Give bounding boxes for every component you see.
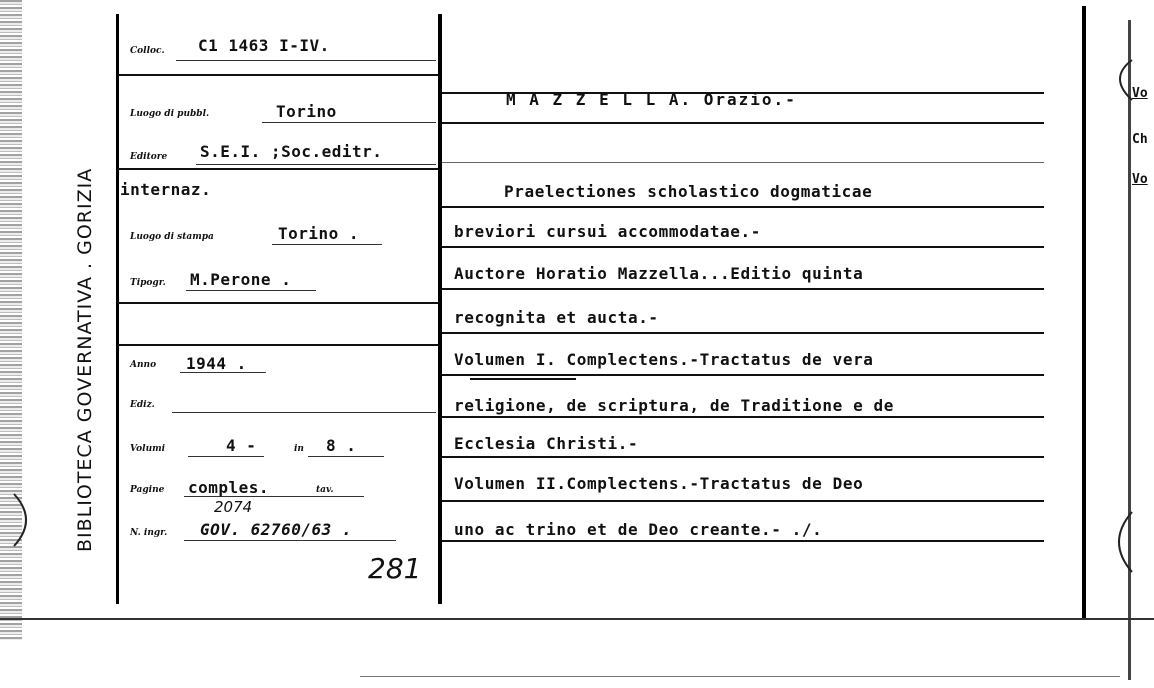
value-anno: 1944 . [186,354,247,373]
right-row-line [442,246,1044,248]
field-underline [188,456,264,457]
label-anno: Anno [130,360,157,370]
right-row-line [442,500,1044,502]
volume2-line-2: uno ac trino et de Deo creante.- ./. [454,520,823,539]
edge-text: Vo [1132,172,1148,187]
label-volumi: Volumi [130,444,166,454]
edge-text: Vo [1132,86,1148,101]
volume1-line-3: Ecclesia Christi.- [454,434,639,453]
volume-underline [470,378,576,380]
punch-hole-left [0,490,40,550]
edge-text: Ch [1132,132,1148,147]
right-border-line [1082,6,1086,620]
right-row-line [442,540,1044,542]
value-luogo-stampa: Torino . [278,224,360,243]
punch-hole-right-bottom [1106,508,1136,578]
label-tavole: tav. [316,485,334,495]
right-row-line [442,416,1044,418]
label-ingresso: N. ingr. [130,528,168,538]
next-card-edge [1128,20,1131,680]
field-underline [172,412,436,413]
value-pagine: comples. [188,478,270,497]
value-editore: S.E.I. ;Soc.editr. [200,142,383,161]
field-underline [262,122,436,123]
right-row-line [442,206,1044,208]
handwritten-number: 281 [368,552,422,585]
left-row-line [118,74,438,76]
left-row-line [118,302,438,304]
label-tipogr: Tipogr. [130,278,166,288]
left-row-line [118,168,438,170]
right-row-line [442,122,1044,124]
author-line: Auctore Horatio Mazzella...Editio quinta [454,264,864,283]
label-luogo-stampa: Luogo di stampa [130,232,214,242]
volume2-line-1: Volumen II.Complectens.-Tractatus de Deo [454,474,864,493]
value-luogo-pubbl: Torino [276,102,337,121]
label-pagine: Pagine [130,485,165,495]
field-underline [272,244,382,245]
field-underline [186,290,316,291]
label-collocazione: Colloc. [130,46,165,56]
lower-card-edge [360,676,1120,677]
library-side-title: BIBLIOTECA GOVERNATIVA . GORIZIA [74,167,96,552]
edition-line: recognita et aucta.- [454,308,659,327]
title-line-2: breviori cursui accommodatae.- [454,222,761,241]
value-ingresso: GOV. 62760/63 . [200,520,352,539]
value-tipogr: M.Perone . [190,270,292,289]
field-underline [196,164,436,165]
value-formato: 8 . [326,436,357,455]
value-collocazione: C1 1463 I-IV. [198,36,330,55]
value-editore-cont: internaz. [120,180,212,199]
field-underline [176,60,436,61]
volume1-line-2: religione, de scriptura, de Traditione e de [454,396,895,415]
center-divider-line [438,14,442,604]
field-underline [308,456,384,457]
right-row-line [442,456,1044,458]
left-border-line [116,14,119,604]
right-row-line [442,332,1044,334]
right-row-line [442,374,1044,376]
author-heading: M A Z Z E L L A. Orazio.- [506,90,797,109]
label-editore: Editore [130,152,168,162]
volume1-line-1: Volumen I. Complectens.-Tractatus de vera [454,350,874,369]
right-row-line [442,162,1044,163]
value-volumi: 4 - [226,436,257,455]
left-row-line [118,344,438,346]
label-ediz: Ediz. [130,400,155,410]
label-luogo-pubbl: Luogo di pubbl. [130,109,210,119]
value-ingresso-small: 2074 [214,498,253,516]
title-line-1: Praelectiones scholastico dogmaticae [504,182,873,201]
field-underline [184,540,396,541]
punch-hole-right-top [1106,56,1136,106]
right-row-line [442,288,1044,290]
label-formato: in [294,444,304,454]
card-bottom-edge [0,618,1154,620]
